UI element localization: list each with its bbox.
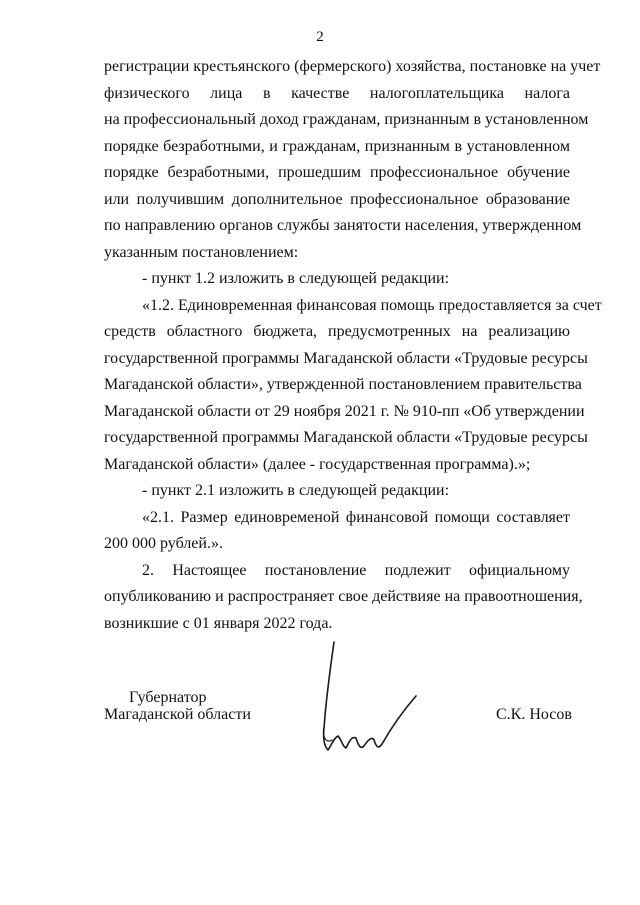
signatory-name: С.К. Носов	[496, 706, 572, 723]
page-number: 2	[316, 29, 324, 45]
body-line: «2.1. Размер единовременой финансовой помощи составляет	[142, 509, 570, 526]
body-line: - пункт 2.1 изложить в следующей редакции:	[142, 482, 450, 499]
body-line: Магаданской области» (далее - государственная программа).»;	[104, 456, 531, 473]
body-line: - пункт 1.2 изложить в следующей редакции:	[142, 270, 450, 287]
body-line: порядке безработными, прошедшим профессиональное обучение	[104, 164, 570, 181]
body-line: указанным постановлением:	[104, 244, 299, 261]
body-line: 2. Настоящее постановление подлежит официальному	[142, 562, 570, 579]
handwritten-signature	[312, 640, 422, 760]
signatory-title-line2: Магаданской области	[104, 706, 251, 723]
body-line: опубликованию и распространяет свое действияе на правоотношения,	[104, 588, 583, 605]
body-line: по направлению органов службы занятости населения, утвержденном	[104, 217, 582, 234]
body-line: на профессиональный доход гражданам, признанным в установленном	[104, 111, 589, 128]
body-line: Магаданской области», утвержденной постановлением правительства	[104, 376, 582, 393]
body-line: государственной программы Магаданской области «Трудовые ресурсы	[104, 429, 588, 446]
signatory-title-line1: Губернатор	[129, 689, 207, 706]
body-line: физического лица в качестве налогоплательщика налога	[104, 85, 570, 102]
body-line: или получившим дополнительное профессиональное образование	[104, 191, 570, 208]
body-line: государственной программы Магаданской области «Трудовые ресурсы	[104, 350, 588, 367]
body-line: возникшие с 01 января 2022 года.	[104, 615, 333, 632]
body-line: регистрации крестьянского (фермерского) хозяйства, постановке на учет	[104, 58, 601, 75]
body-line: «1.2. Единовременная финансовая помощь предоставляется за счет	[142, 297, 602, 314]
body-line: Магаданской области от 29 ноября 2021 г. № 910-пп «Об утверждении	[104, 403, 585, 420]
body-line: порядке безработными, и гражданам, признанным в установленном	[104, 138, 570, 155]
body-line: 200 000 рублей.».	[104, 535, 223, 552]
body-line: средств областного бюджета, предусмотренных на реализацию	[104, 323, 570, 340]
